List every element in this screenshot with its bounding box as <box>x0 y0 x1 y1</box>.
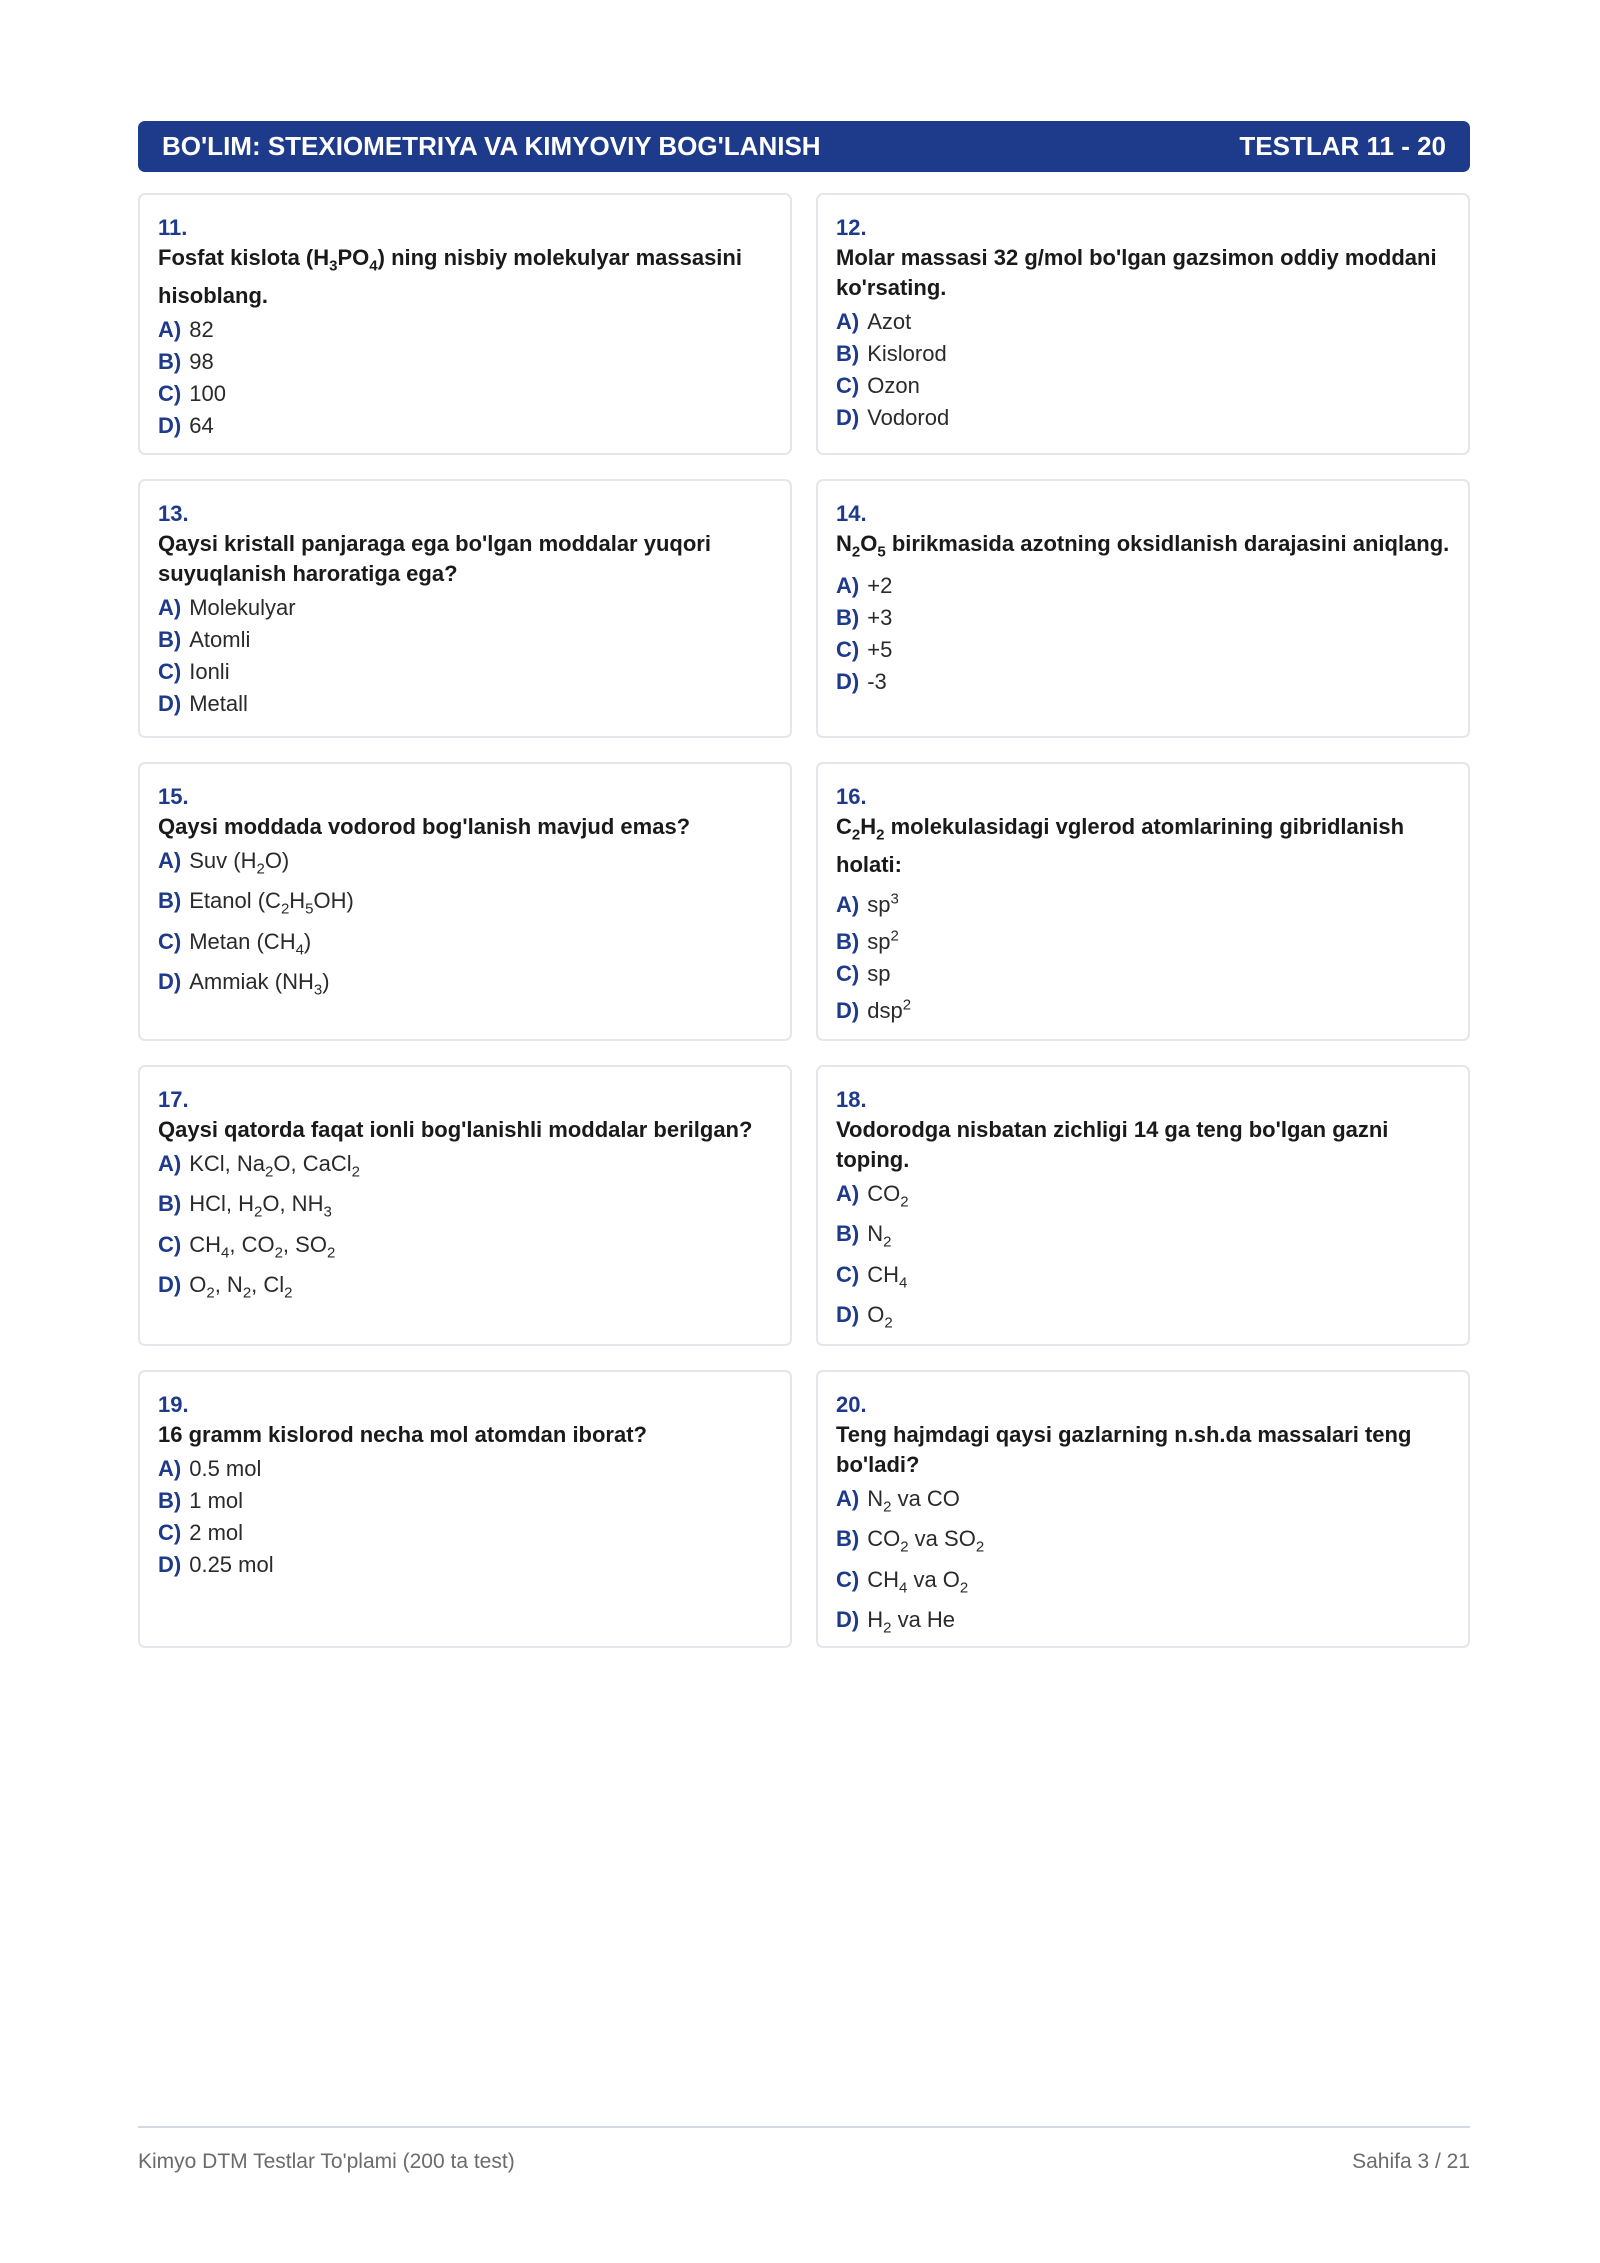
option-label: B) <box>836 1526 860 1552</box>
option-text: $H_2$ va He <box>867 1607 956 1637</box>
question-card <box>816 762 1470 1041</box>
option-text: 2 mol <box>189 1520 244 1545</box>
option-label: B) <box>836 605 860 631</box>
answer-option <box>158 379 772 409</box>
option-text: Etanol $(C_2H_5OH)$ <box>189 888 354 918</box>
question-text: 16 gramm kislorod necha mol atomdan iborat? <box>158 1422 647 1447</box>
option-label: B) <box>836 341 860 366</box>
answer-option <box>158 846 772 884</box>
answer-option <box>836 1179 1450 1217</box>
answer-option <box>836 1524 1450 1562</box>
question-number: 18. <box>836 1087 867 1112</box>
option-label: B) <box>158 1191 182 1217</box>
question-text: $C_2H_2$ molekulasidagi vglerod atomlarining gibridlanish holati: <box>836 814 1405 878</box>
question-number: 13. <box>158 501 189 526</box>
option-text: +5 <box>867 637 893 663</box>
question-text: Teng hajmdagi qaysi gazlarning n.sh.da massalari teng bo'ladi? <box>836 1422 1412 1477</box>
question-card <box>138 1065 792 1346</box>
option-label: A) <box>836 891 860 917</box>
question-number: 12. <box>836 215 867 240</box>
option-text: $CO_2$ va $SO_2$ <box>867 1526 985 1556</box>
answer-option <box>158 1518 772 1548</box>
answer-option <box>158 593 772 623</box>
option-text: HCl, $H_2O$, $NH_3$ <box>189 1191 332 1221</box>
question-text: $N_2O_5$ birikmasida azotning oksidlanish darajasini aniqlang. <box>836 531 1450 561</box>
question-number: 20. <box>836 1392 867 1417</box>
option-text: 64 <box>189 413 214 439</box>
option-label: B) <box>158 627 182 652</box>
option-text: Azot <box>867 309 912 334</box>
option-text: 1 mol <box>189 1488 244 1513</box>
option-label: B) <box>158 1488 182 1513</box>
answer-option <box>836 1219 1450 1257</box>
option-label: C) <box>836 1261 860 1287</box>
answer-option <box>836 1484 1450 1522</box>
question-text: Qaysi moddada vodorod bog'lanish mavjud emas? <box>158 814 691 839</box>
option-text: $N_2$ <box>867 1221 892 1251</box>
question-text: Vodorodga nisbatan zichligi 14 ga teng bo'lgan gazni toping. <box>836 1117 1389 1172</box>
option-text: Ammiak $(NH_3)$ <box>189 969 330 999</box>
answer-option <box>836 1605 1450 1643</box>
option-label: A) <box>836 309 860 334</box>
option-text: -3 <box>867 669 887 695</box>
footer-divider <box>138 2126 1470 2128</box>
option-text: $CO_2$ <box>867 1181 909 1211</box>
footer-page-number: Sahifa 3 / 21 <box>1352 2150 1470 2173</box>
option-text: Molekulyar <box>189 595 296 620</box>
option-text: 0.25 mol <box>189 1552 274 1577</box>
option-text: $N_2$ va CO <box>867 1486 960 1516</box>
question-number: 11. <box>158 215 188 240</box>
answer-option <box>836 403 1450 433</box>
answer-option <box>836 603 1450 633</box>
answer-option <box>836 371 1450 401</box>
option-text: Vodorod <box>867 405 950 430</box>
question-card <box>138 193 792 455</box>
option-text: $sp^3$ <box>867 890 899 917</box>
question-text: Fosfat kislota $(H_3PO_4)$ ning nisbiy molekulyar massasini hisoblang. <box>158 245 742 309</box>
option-text: KCl, $Na_2O$, CaCl$_2$ <box>189 1151 360 1181</box>
question-card <box>816 1065 1470 1346</box>
answer-option <box>158 1149 772 1187</box>
option-text: $CH_4$ va $O_2$ <box>867 1566 969 1597</box>
question-number: 17. <box>158 1087 189 1112</box>
question-text: Molar massasi 32 g/mol bo'lgan gazsimon oddiy moddani ko'rsating. <box>836 245 1437 300</box>
question-number: 14. <box>836 501 867 526</box>
option-label: D) <box>836 669 860 695</box>
option-label: C) <box>836 373 860 398</box>
option-label: C) <box>158 1520 182 1545</box>
section-title: BO'LIM: STEXIOMETRIYA VA KIMYOVIY BOG'LANISH <box>162 131 821 161</box>
option-text: Atomli <box>189 627 251 652</box>
question-card <box>138 1370 792 1648</box>
option-text: 0.5 mol <box>189 1456 262 1481</box>
option-text: $sp^2$ <box>867 927 899 955</box>
option-text: $CH_4$, $CO_2$, $SO_2$ <box>189 1231 336 1262</box>
option-text: Ionli <box>189 659 230 684</box>
option-label: A) <box>836 573 860 599</box>
option-text: sp <box>867 961 891 987</box>
question-number: 19. <box>158 1392 189 1417</box>
answer-option <box>158 347 772 377</box>
section-header <box>138 121 1470 172</box>
option-label: C) <box>158 928 182 954</box>
option-label: A) <box>836 1486 860 1511</box>
answer-option <box>158 625 772 655</box>
option-text: 100 <box>189 381 226 407</box>
answer-option <box>158 967 772 1005</box>
option-label: B) <box>836 1221 860 1247</box>
option-label: A) <box>836 1181 860 1206</box>
test-range: TESTLAR 11 - 20 <box>1239 131 1446 161</box>
option-label: D) <box>836 405 860 430</box>
option-text: Metall <box>189 691 248 716</box>
option-text: 98 <box>189 349 214 375</box>
answer-option <box>836 1300 1450 1338</box>
option-label: C) <box>836 637 860 663</box>
option-label: D) <box>158 969 182 995</box>
answer-option <box>158 927 772 965</box>
answer-option <box>158 689 772 719</box>
answer-option <box>158 1230 772 1268</box>
option-label: D) <box>158 413 182 439</box>
footer-title: Kimyo DTM Testlar To'plami (200 ta test) <box>138 2150 515 2173</box>
question-card <box>816 193 1470 455</box>
option-label: B) <box>158 349 182 375</box>
option-label: D) <box>158 1272 182 1298</box>
option-label: C) <box>158 381 182 407</box>
option-text: $CH_4$ <box>867 1261 908 1292</box>
question-card <box>138 479 792 738</box>
option-text: Kislorod <box>867 341 947 366</box>
option-label: D) <box>836 998 860 1024</box>
question-card <box>816 479 1470 738</box>
answer-option <box>836 667 1450 697</box>
option-text: Metan $(CH_4)$ <box>189 928 312 959</box>
question-number: 15. <box>158 784 189 809</box>
answer-option <box>836 307 1450 337</box>
option-label: A) <box>158 848 182 873</box>
answer-option <box>836 922 1450 957</box>
answer-option <box>158 1550 772 1580</box>
question-text: Qaysi kristall panjaraga ega bo'lgan moddalar yuqori suyuqlanish haroratiga ega? <box>158 531 711 586</box>
option-label: B) <box>836 929 860 955</box>
option-label: C) <box>158 659 182 684</box>
answer-option <box>158 1189 772 1227</box>
option-label: B) <box>158 888 182 914</box>
answer-option <box>158 886 772 924</box>
option-label: D) <box>836 1302 860 1328</box>
question-text: Qaysi qatorda faqat ionli bog'lanishli moddalar berilgan? <box>158 1117 753 1142</box>
question-card <box>816 1370 1470 1648</box>
option-label: D) <box>158 691 182 716</box>
option-text: $O_2$ <box>867 1302 893 1332</box>
answer-option <box>836 959 1450 989</box>
answer-option <box>836 339 1450 369</box>
answer-option <box>158 315 772 345</box>
option-text: Suv $(H_2O)$ <box>189 848 290 878</box>
option-label: D) <box>158 1552 182 1577</box>
option-text: +3 <box>867 605 893 631</box>
option-label: A) <box>158 1456 182 1481</box>
question-card <box>138 762 792 1041</box>
option-text: dsp$^2$ <box>867 997 912 1024</box>
questions-grid <box>138 193 1470 1672</box>
option-text: +2 <box>867 573 893 599</box>
answer-option <box>158 1270 772 1308</box>
option-label: C) <box>836 1566 860 1592</box>
answer-option <box>158 657 772 687</box>
answer-option <box>836 884 1450 919</box>
option-label: D) <box>836 1607 860 1633</box>
answer-option <box>158 1486 772 1516</box>
option-text: Ozon <box>867 373 920 398</box>
option-text: $O_2$, $N_2$, $Cl_2$ <box>189 1272 293 1302</box>
answer-option <box>158 411 772 441</box>
option-text: 82 <box>189 317 214 343</box>
option-label: A) <box>158 1151 182 1176</box>
answer-option <box>836 1565 1450 1603</box>
answer-option <box>836 571 1450 601</box>
question-number: 16. <box>836 784 867 809</box>
answer-option <box>836 635 1450 665</box>
answer-option <box>158 1454 772 1484</box>
option-label: C) <box>158 1231 182 1257</box>
answer-option <box>836 991 1450 1026</box>
option-label: C) <box>836 961 860 987</box>
option-label: A) <box>158 595 182 620</box>
answer-option <box>836 1260 1450 1298</box>
option-label: A) <box>158 317 182 343</box>
